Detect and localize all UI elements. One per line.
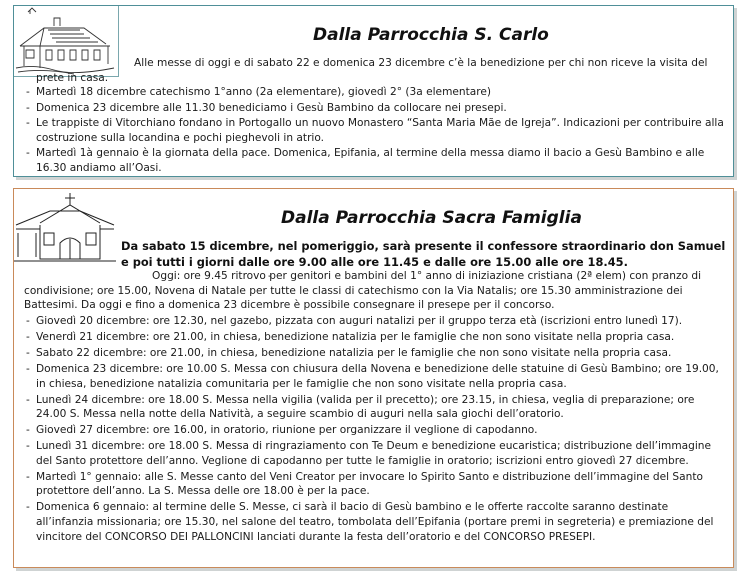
list-item: - Lunedì 24 dicembre: ore 18.00 S. Messa nella vigilia (valida per il precetto); ore 23.15, in chiesa, veglia di preparazione; ore 24.00 S. Messa nella notte della Natività, a seguire scambio di auguri nella sala giochi dell’oratorio. [24, 393, 728, 422]
list-item: - Giovedì 20 dicembre: ore 12.30, nel gazebo, pizzata con auguri natalizi per il gruppo terza età (iscrizioni entro lunedì 17). [24, 314, 728, 329]
church-drawing-icon [14, 189, 116, 263]
san-carlo-announcements [24, 85, 728, 177]
list-item: - Lunedì 31 dicembre: ore 18.00 S. Messa di ringraziamento con Te Deum e benedizione eucaristica; distribuzione dell’immagine del Santo protettore dell’anno. Veglione di capodanno per tutte le famiglie in oratorio; iscrizioni entro giovedì 27 dicembre. [24, 439, 728, 468]
list-item: - Martedì 18 dicembre catechismo 1°anno (2a elementare), giovedì 2° (3a elementare) [24, 85, 728, 100]
list-item: - Domenica 23 dicembre alle 11.30 benediciamo i Gesù Bambino da collocare nei presepi. [24, 101, 728, 116]
list-item: - Venerdì 21 dicembre: ore 21.00, in chiesa, benedizione natalizia per le famiglie che non sono visitate nella propria casa. [24, 330, 728, 345]
list-item: - Le trappiste di Vitorchiano fondano in Portogallo un nuovo Monastero “Santa Maria Mãe de Igreja”. Indicazioni per contribuire alla costruzione sulla locandina e pochi pieghevoli in atrio. [24, 116, 728, 145]
san-carlo-title: Dalla Parrocchia S. Carlo [313, 25, 549, 45]
list-item: - Domenica 23 dicembre: ore 10.00 S. Messa con chiusura della Novena e benedizione delle statuine di Gesù Bambino; ore 19.00, in chiesa, benedizione natalizia comunitaria per le famiglie che non sono visitate nella propria casa. [24, 362, 728, 391]
sacra-famiglia-intro: Da sabato 15 dicembre, nel pomeriggio, sarà presente il confessore straordinario don Samuel e poi tutti i giorni dalle ore 9.00 alle ore 11.45 e dalle ore 15.00 alle ore 18.45. [121, 239, 726, 269]
sacra-famiglia-announcements [24, 269, 728, 546]
list-item: - Martedì 1° gennaio: alle S. Messe canto del Veni Creator per invocare lo Spirito Santo e distribuzione dell’immagine del Santo protettore dell’anno. La S. Messa delle ore 18.00 è per la pace. [24, 470, 728, 499]
list-item: - Oggi: ore 9.45 ritrovo per genitori e bambini del 1° anno di iniziazione cristiana (2ª elem) con pranzo di condivisione; ore 15.00, Novena di Natale per tutte le classi di catechismo con la Via Natalis; ore 15.30 amministrazione dei Battesimi. Da oggi e fino a domenica 23 dicembre è possibile consegnare il presepe per il concorso. [24, 269, 728, 313]
list-item: - Giovedì 27 dicembre: ore 16.00, in oratorio, riunione per organizzare il veglione di capodanno. [24, 423, 728, 438]
list-item: - Sabato 22 dicembre: ore 21.00, in chiesa, benedizione natalizia per le famiglie che non sono visitate nella propria casa. [24, 346, 728, 361]
list-item: - Domenica 6 gennaio: al termine delle S. Messe, ci sarà il bacio di Gesù bambino e le offerte raccolte saranno destinate all’infanzia missionaria; ore 15.30, nel salone del teatro, tombolata dell’Epifania (portare premi in segreteria) e premiazione del vincitore del CONCORSO DEI PALLONCINI lanciati durante la festa dell’oratorio e del CONCORSO PRESEPI. [24, 500, 728, 544]
sacra-famiglia-title: Dalla Parrocchia Sacra Famiglia [281, 208, 582, 228]
sacra-famiglia-church-drawing [14, 189, 116, 263]
san-carlo-intro: Alle messe di oggi e di sabato 22 e domenica 23 dicembre c’è la benedizione per chi non riceve la visita del prete in casa. [36, 57, 708, 84]
list-item: - Martedì 1à gennaio è la giornata della pace. Domenica, Epifania, al termine della messa diamo il bacio a Gesù Bambino e alle 16.30 andiamo all’Oasi. [24, 146, 728, 175]
